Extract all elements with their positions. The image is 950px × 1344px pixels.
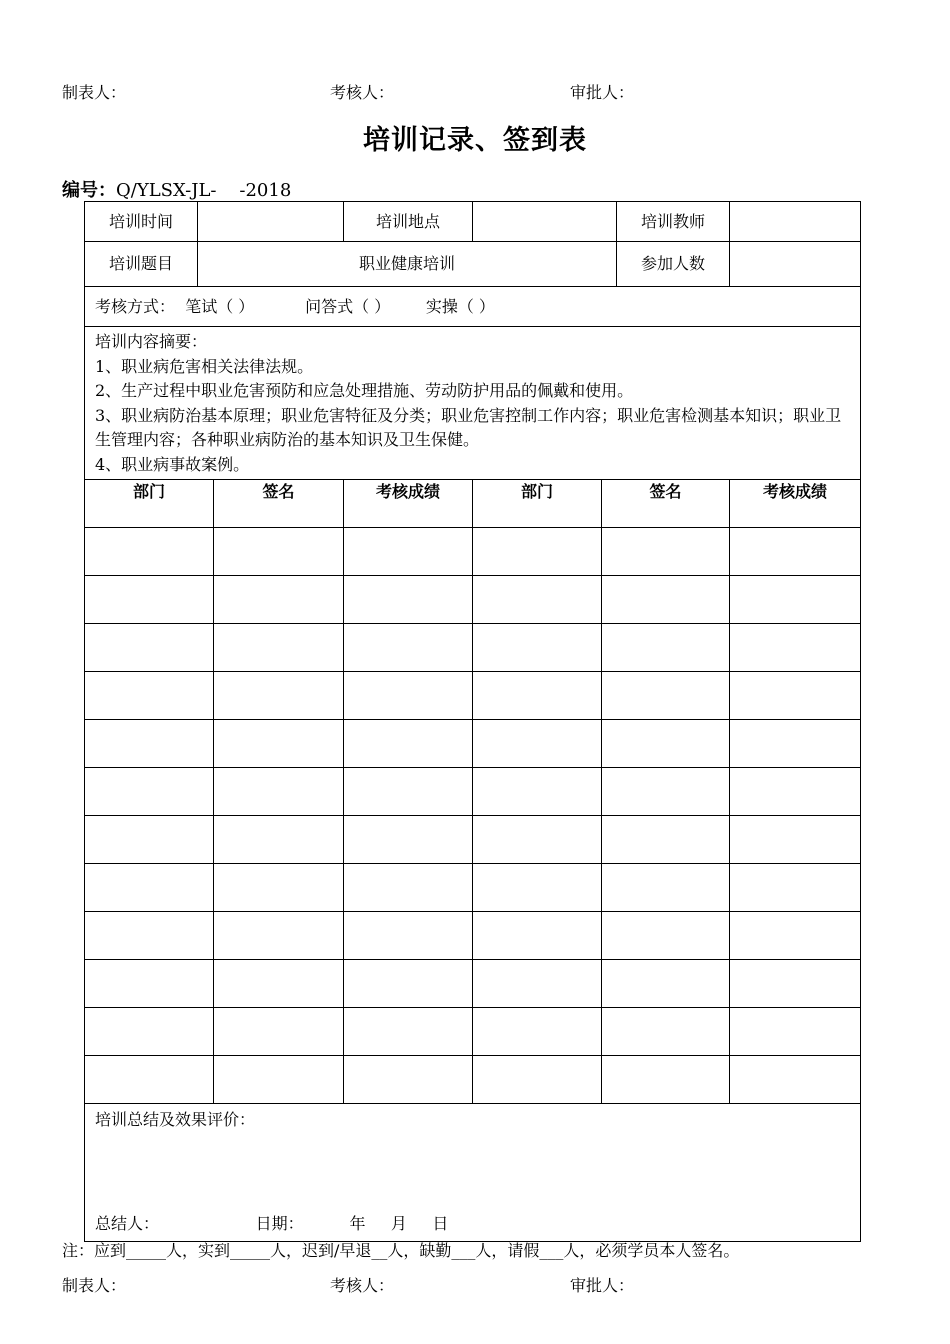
department-cell[interactable] [85, 1056, 214, 1104]
department-cell[interactable] [473, 1008, 602, 1056]
count-label: 参加人数 [617, 242, 730, 287]
evaluation-row [85, 1104, 861, 1242]
table-row [85, 768, 861, 816]
table-row [85, 1008, 861, 1056]
score-cell[interactable] [344, 816, 473, 864]
department-cell[interactable] [85, 816, 214, 864]
signature-cell[interactable] [602, 672, 730, 720]
score-cell[interactable] [344, 576, 473, 624]
score-cell[interactable] [344, 960, 473, 1008]
approver-label: 审批人： [570, 83, 635, 102]
evaluation-cell [85, 1104, 861, 1242]
doc-number [62, 176, 291, 202]
attendance-note: 注：应到_____人，实到_____人，迟到/早退__人，缺勤___人，请假___人，必须学员本人签名。 [62, 1241, 740, 1260]
table-row [85, 960, 861, 1008]
signature-cell[interactable] [214, 864, 344, 912]
table-row [85, 576, 861, 624]
score-cell[interactable] [730, 1056, 861, 1104]
doc-number-label: 编号： [62, 180, 116, 201]
approver-label: 审批人： [570, 1276, 635, 1295]
department-cell[interactable] [473, 768, 602, 816]
content-item: 4、职业病事故案例。 [95, 454, 250, 474]
place-label: 培训地点 [344, 202, 473, 242]
table-row [85, 528, 861, 576]
teacher-field[interactable] [730, 202, 861, 242]
score-cell[interactable] [344, 528, 473, 576]
score-cell[interactable] [344, 1056, 473, 1104]
day-label: 日 [432, 1213, 449, 1233]
score-cell[interactable] [730, 672, 861, 720]
maker-label: 制表人： [62, 1276, 127, 1295]
checker-label: 考核人： [330, 1276, 395, 1295]
content-row [85, 327, 861, 480]
column-header-signature: 签名 [214, 480, 344, 528]
table-row [85, 672, 861, 720]
time-label: 培训时间 [85, 202, 198, 242]
signature-cell[interactable] [602, 1008, 730, 1056]
score-cell[interactable] [344, 768, 473, 816]
department-cell[interactable] [85, 720, 214, 768]
table-row [85, 1056, 861, 1104]
assessment-option-qa[interactable]: 问答式（ ） [305, 296, 391, 316]
content-item: 1、职业病危害相关法律法规。 [95, 356, 314, 376]
assessment-label: 考核方式： [95, 296, 176, 316]
department-cell[interactable] [85, 528, 214, 576]
column-header-signature: 签名 [602, 480, 730, 528]
signature-cell[interactable] [214, 960, 344, 1008]
content-item: 3、职业病防治基本原理；职业危害特征及分类；职业危害控制工作内容；职业危害检测基本知识；职业卫生管理内容；各种职业病防治的基本知识及卫生保健。 [95, 405, 842, 449]
training-record-form [84, 201, 861, 1242]
score-cell[interactable] [344, 1008, 473, 1056]
signature-cell[interactable] [214, 720, 344, 768]
signin-table-body [85, 528, 861, 1104]
score-cell[interactable] [730, 624, 861, 672]
department-cell[interactable] [473, 960, 602, 1008]
topic-field[interactable]: 职业健康培训 [198, 242, 617, 287]
footer-signoff [0, 1273, 950, 1297]
summarizer-label: 总结人： [95, 1213, 160, 1233]
evaluation-footer [95, 1214, 448, 1233]
signature-cell[interactable] [602, 624, 730, 672]
info-row-2 [85, 242, 861, 287]
table-row [85, 720, 861, 768]
table-row [85, 912, 861, 960]
signature-cell[interactable] [602, 864, 730, 912]
count-field[interactable] [730, 242, 861, 287]
score-cell[interactable] [344, 624, 473, 672]
department-cell[interactable] [85, 1008, 214, 1056]
score-cell[interactable] [730, 816, 861, 864]
signin-header-row [85, 480, 861, 528]
department-cell[interactable] [473, 624, 602, 672]
department-cell[interactable] [473, 576, 602, 624]
score-cell[interactable] [730, 912, 861, 960]
department-cell[interactable] [473, 1056, 602, 1104]
content-summary [85, 327, 861, 480]
page-title: 培训记录、签到表 [363, 125, 587, 156]
assessment-row [85, 287, 861, 327]
date-label: 日期： [255, 1213, 304, 1233]
place-field[interactable] [473, 202, 617, 242]
department-cell[interactable] [473, 720, 602, 768]
header-signoff [0, 80, 950, 104]
department-cell[interactable] [473, 816, 602, 864]
score-cell[interactable] [730, 720, 861, 768]
score-cell[interactable] [730, 768, 861, 816]
signature-cell[interactable] [602, 960, 730, 1008]
doc-number-value: Q/YLSX-JL- -2018 [116, 180, 292, 201]
signature-cell[interactable] [602, 768, 730, 816]
score-cell[interactable] [730, 1008, 861, 1056]
score-cell[interactable] [344, 912, 473, 960]
assessment-option-practical[interactable]: 实操（ ） [425, 296, 495, 316]
score-cell[interactable] [344, 864, 473, 912]
signature-cell[interactable] [602, 576, 730, 624]
column-header-department: 部门 [85, 480, 214, 528]
department-cell[interactable] [85, 672, 214, 720]
table-row [85, 864, 861, 912]
department-cell[interactable] [473, 864, 602, 912]
score-cell[interactable] [730, 960, 861, 1008]
column-header-score: 考核成绩 [344, 480, 473, 528]
content-summary-label: 培训内容摘要： [95, 332, 208, 351]
column-header-score: 考核成绩 [730, 480, 861, 528]
signature-cell[interactable] [602, 720, 730, 768]
score-cell[interactable] [344, 672, 473, 720]
table-row [85, 816, 861, 864]
score-cell[interactable] [730, 864, 861, 912]
department-cell[interactable] [85, 624, 214, 672]
signature-cell[interactable] [214, 912, 344, 960]
department-cell[interactable] [85, 576, 214, 624]
signature-cell[interactable] [214, 672, 344, 720]
signature-cell[interactable] [602, 816, 730, 864]
signature-cell[interactable] [602, 1056, 730, 1104]
maker-label: 制表人： [62, 83, 127, 102]
evaluation-label: 培训总结及效果评价： [95, 1110, 256, 1129]
score-cell[interactable] [344, 720, 473, 768]
column-header-department: 部门 [473, 480, 602, 528]
department-cell[interactable] [85, 960, 214, 1008]
signature-cell[interactable] [214, 576, 344, 624]
score-cell[interactable] [730, 528, 861, 576]
signature-cell[interactable] [214, 528, 344, 576]
signature-cell[interactable] [214, 624, 344, 672]
signature-cell[interactable] [214, 1008, 344, 1056]
assessment-cell [85, 287, 861, 327]
department-cell[interactable] [473, 672, 602, 720]
topic-label: 培训题目 [85, 242, 198, 287]
signature-cell[interactable] [214, 768, 344, 816]
content-item: 2、生产过程中职业危害预防和应急处理措施、劳动防护用品的佩戴和使用。 [95, 381, 634, 400]
month-label: 月 [390, 1213, 407, 1233]
department-cell[interactable] [85, 768, 214, 816]
department-cell[interactable] [473, 912, 602, 960]
teacher-label: 培训教师 [617, 202, 730, 242]
department-cell[interactable] [85, 864, 214, 912]
time-field[interactable] [198, 202, 344, 242]
signature-cell[interactable] [214, 1056, 344, 1104]
info-row-1 [85, 202, 861, 242]
score-cell[interactable] [730, 576, 861, 624]
assessment-option-written[interactable]: 笔试（ ） [185, 296, 255, 316]
signature-cell[interactable] [602, 912, 730, 960]
table-row [85, 624, 861, 672]
signature-cell[interactable] [602, 528, 730, 576]
department-cell[interactable] [473, 528, 602, 576]
checker-label: 考核人： [330, 83, 395, 102]
year-label: 年 [349, 1213, 366, 1233]
department-cell[interactable] [85, 912, 214, 960]
signature-cell[interactable] [214, 816, 344, 864]
